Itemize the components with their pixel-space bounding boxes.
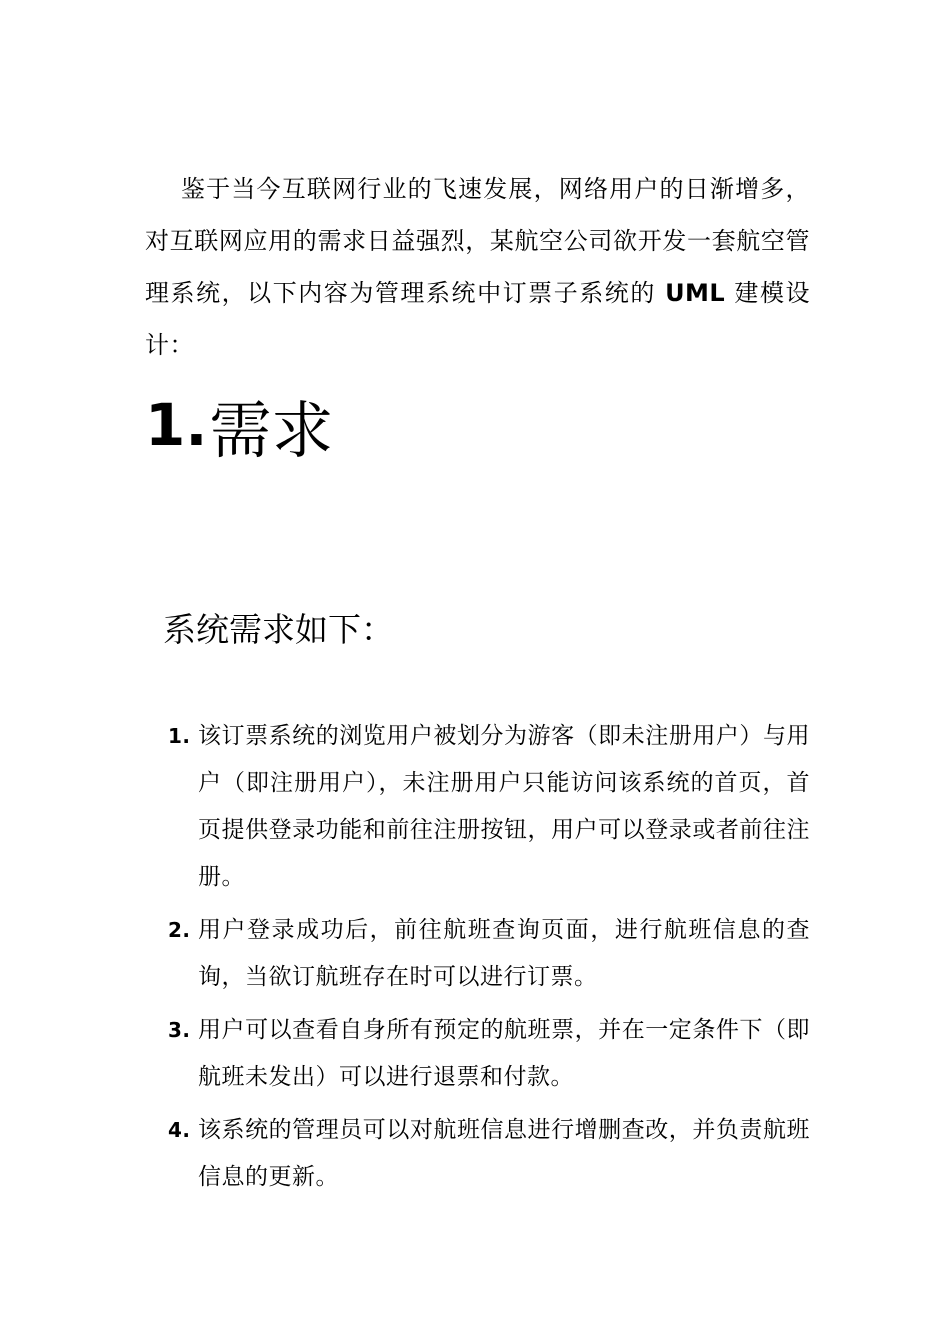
requirement-text: 该订票系统的浏览用户被划分为游客（即未注册用户）与用户（即注册用户），未注册用户只能访问该系统的首页，首页提供登录功能和前往注册按钮，用户可以登录或者前往注册。 [198,723,810,890]
intro-text-before: 鉴于当今互联网行业的飞速发展，网络用户的日渐增多，对互联网应用的需求日益强烈，某航空公司欲开发一套航空管理系统，以下内容为管理系统中订票子系统的 [145,175,810,307]
requirement-number: 2. [168,918,191,942]
requirement-text: 用户可以查看自身所有预定的航班票，并在一定条件下（即航班未发出）可以进行退票和付款。 [198,1017,810,1090]
requirement-text: 用户登录成功后，前往航班查询页面，进行航班信息的查询，当欲订航班存在时可以进行订票。 [198,917,810,990]
intro-text-after: 建模设计： [145,279,811,359]
requirement-item [160,1107,810,1201]
requirements-list [160,713,810,1207]
requirement-item [160,1007,810,1101]
requirement-item [160,907,810,1001]
subheading: 系统需求如下： [163,610,394,649]
requirement-number: 3. [168,1018,191,1042]
section-heading [145,380,333,470]
requirement-number: 4. [168,1118,191,1142]
intro-paragraph [145,163,810,371]
requirement-number: 1. [168,724,191,748]
intro-uml-term: UML [665,279,726,307]
requirement-text: 该系统的管理员可以对航班信息进行增删查改，并负责航班信息的更新。 [198,1117,810,1190]
section-number: 1. [145,391,208,459]
section-title: 需求 [209,393,334,467]
requirement-item [160,713,810,901]
